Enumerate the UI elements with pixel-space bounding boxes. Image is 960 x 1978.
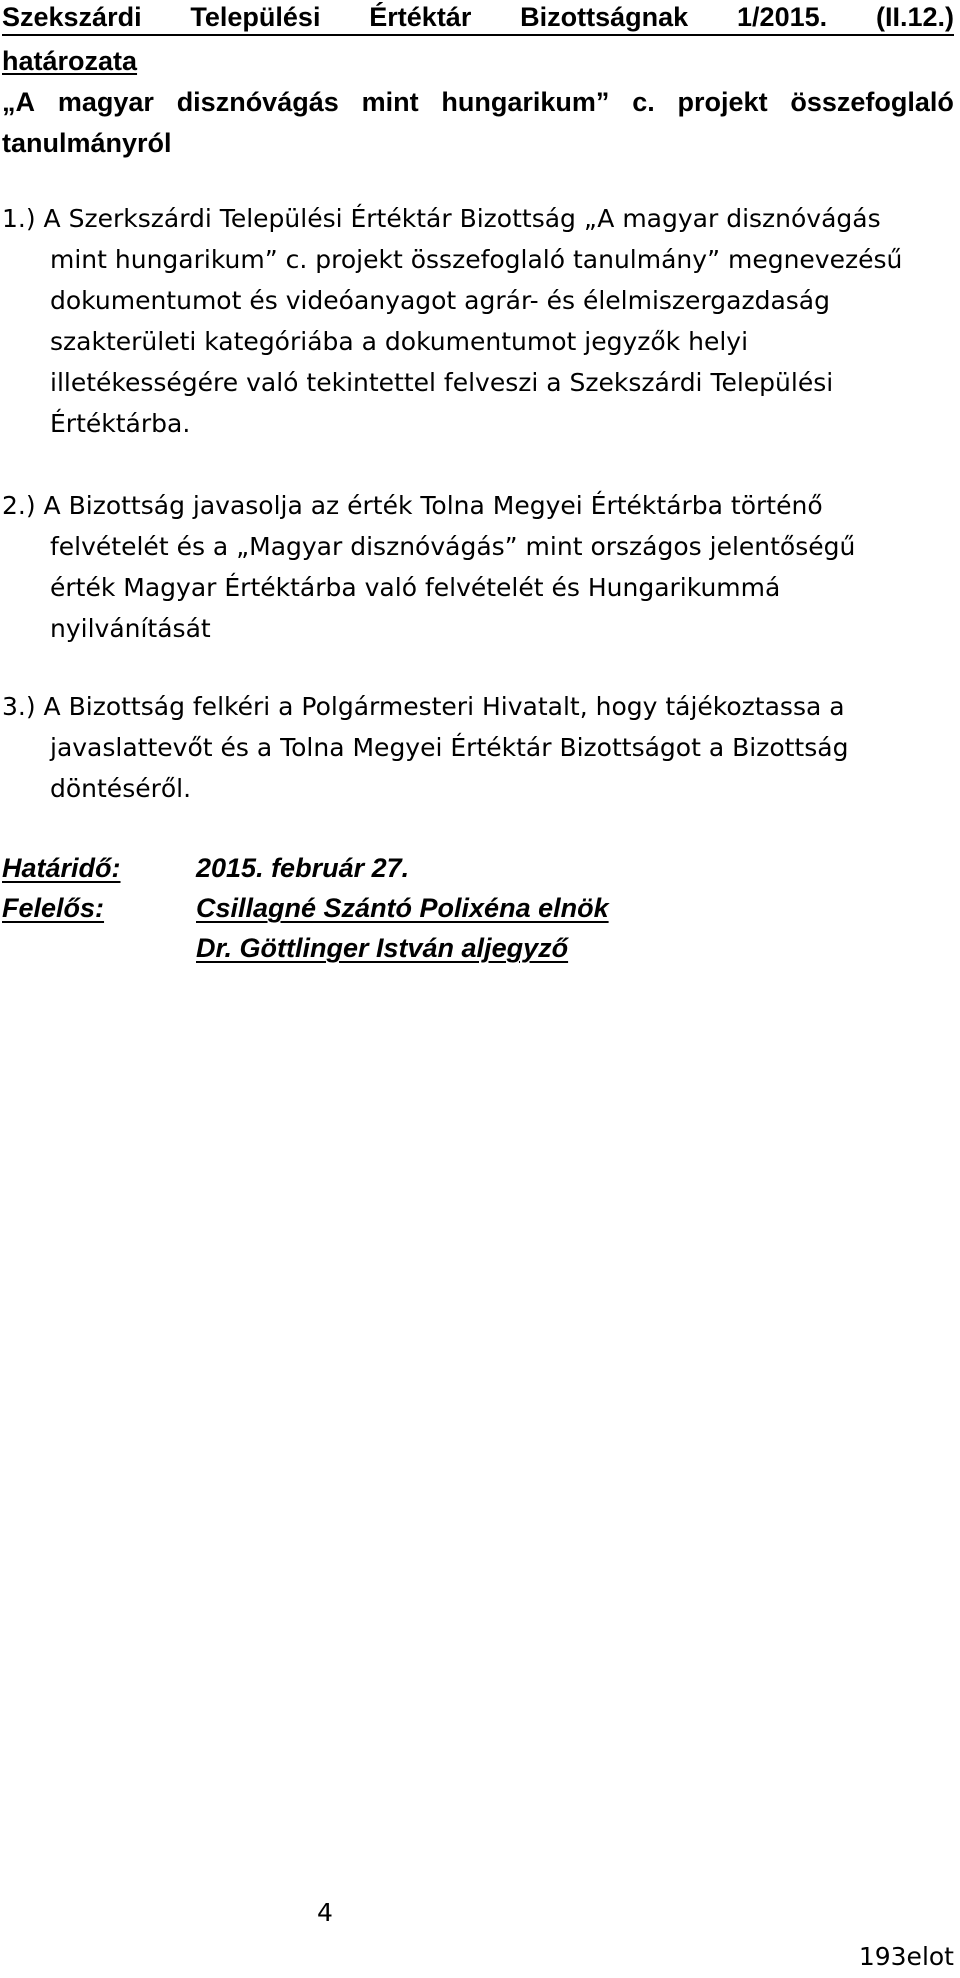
heading-line-3 [2,82,954,123]
deadline-row [2,848,960,888]
page-number: 4 [317,1898,333,1927]
deadline-value: 2015. február 27. [196,853,410,883]
heading-line-1 [2,0,954,36]
heading-word: összefoglaló [790,87,954,117]
item-line: 1.) A Szerkszárdi Települési Értéktár Bizottság „A magyar disznóvágás [2,204,881,233]
responsible-label-spacer [2,928,196,968]
heading-text: tanulmányról [2,128,172,158]
item-line: 2.) A Bizottság javasolja az érték Tolna Megyei Értéktárba történő [2,491,823,520]
heading-word: „A [2,87,35,117]
item-line: illetékességére való tekintettel felveszi a Szekszárdi Települési [50,368,834,397]
responsible-person: Csillagné Szántó Polixéna elnök [196,893,609,923]
responsible-label: Felelős: [2,893,105,923]
heading-word: hungarikum” [441,87,610,117]
heading-word: c. [632,87,655,117]
heading-text: határozata [2,46,138,76]
resolution-item-2 [2,485,954,649]
heading-line-4 [2,123,954,164]
item-line: Értéktárba. [50,409,191,438]
resolution-item-3 [2,686,954,809]
responsible-person: Dr. Göttlinger István aljegyző [196,933,569,963]
deadline-block [2,848,960,968]
item-line: érték Magyar Értéktárba való felvételét és Hungarikummá [50,573,781,602]
item-line: felvételét és a „Magyar disznóvágás” mint országos jelentőségű [50,532,856,561]
resolution-item-1 [2,198,954,444]
deadline-label: Határidő: [2,853,121,883]
item-line: döntéséről. [50,774,192,803]
item-line: nyilvánítását [50,614,211,643]
heading-word: projekt [677,87,768,117]
item-line: 3.) A Bizottság felkéri a Polgármesteri Hivatalt, hogy tájékoztassa a [2,692,845,721]
resolution-heading [2,0,954,164]
heading-line-2 [2,41,954,82]
responsible-row [2,888,960,928]
item-line: dokumentumot és videóanyagot agrár- és élelmiszergazdaság [50,286,830,315]
heading-word: Bizottságnak [520,2,689,32]
item-line: mint hungarikum” c. projekt összefoglaló tanulmány” megnevezésű [50,245,903,274]
footer-code: 193elot [858,1942,954,1971]
heading-word: Értéktár [369,2,472,32]
heading-word: 1/2015. [737,2,828,32]
heading-word: disznóvágás [176,87,339,117]
responsible-row [2,928,960,968]
item-line: szakterületi kategóriába a dokumentumot jegyzők helyi [50,327,749,356]
heading-word: Szekszárdi [2,2,142,32]
heading-word: (II.12.) [875,2,954,32]
heading-word: magyar [57,87,154,117]
item-line: javaslattevőt és a Tolna Megyei Értéktár Bizottságot a Bizottság [50,733,849,762]
heading-word: mint [361,87,419,117]
heading-word: Települési [190,2,321,32]
